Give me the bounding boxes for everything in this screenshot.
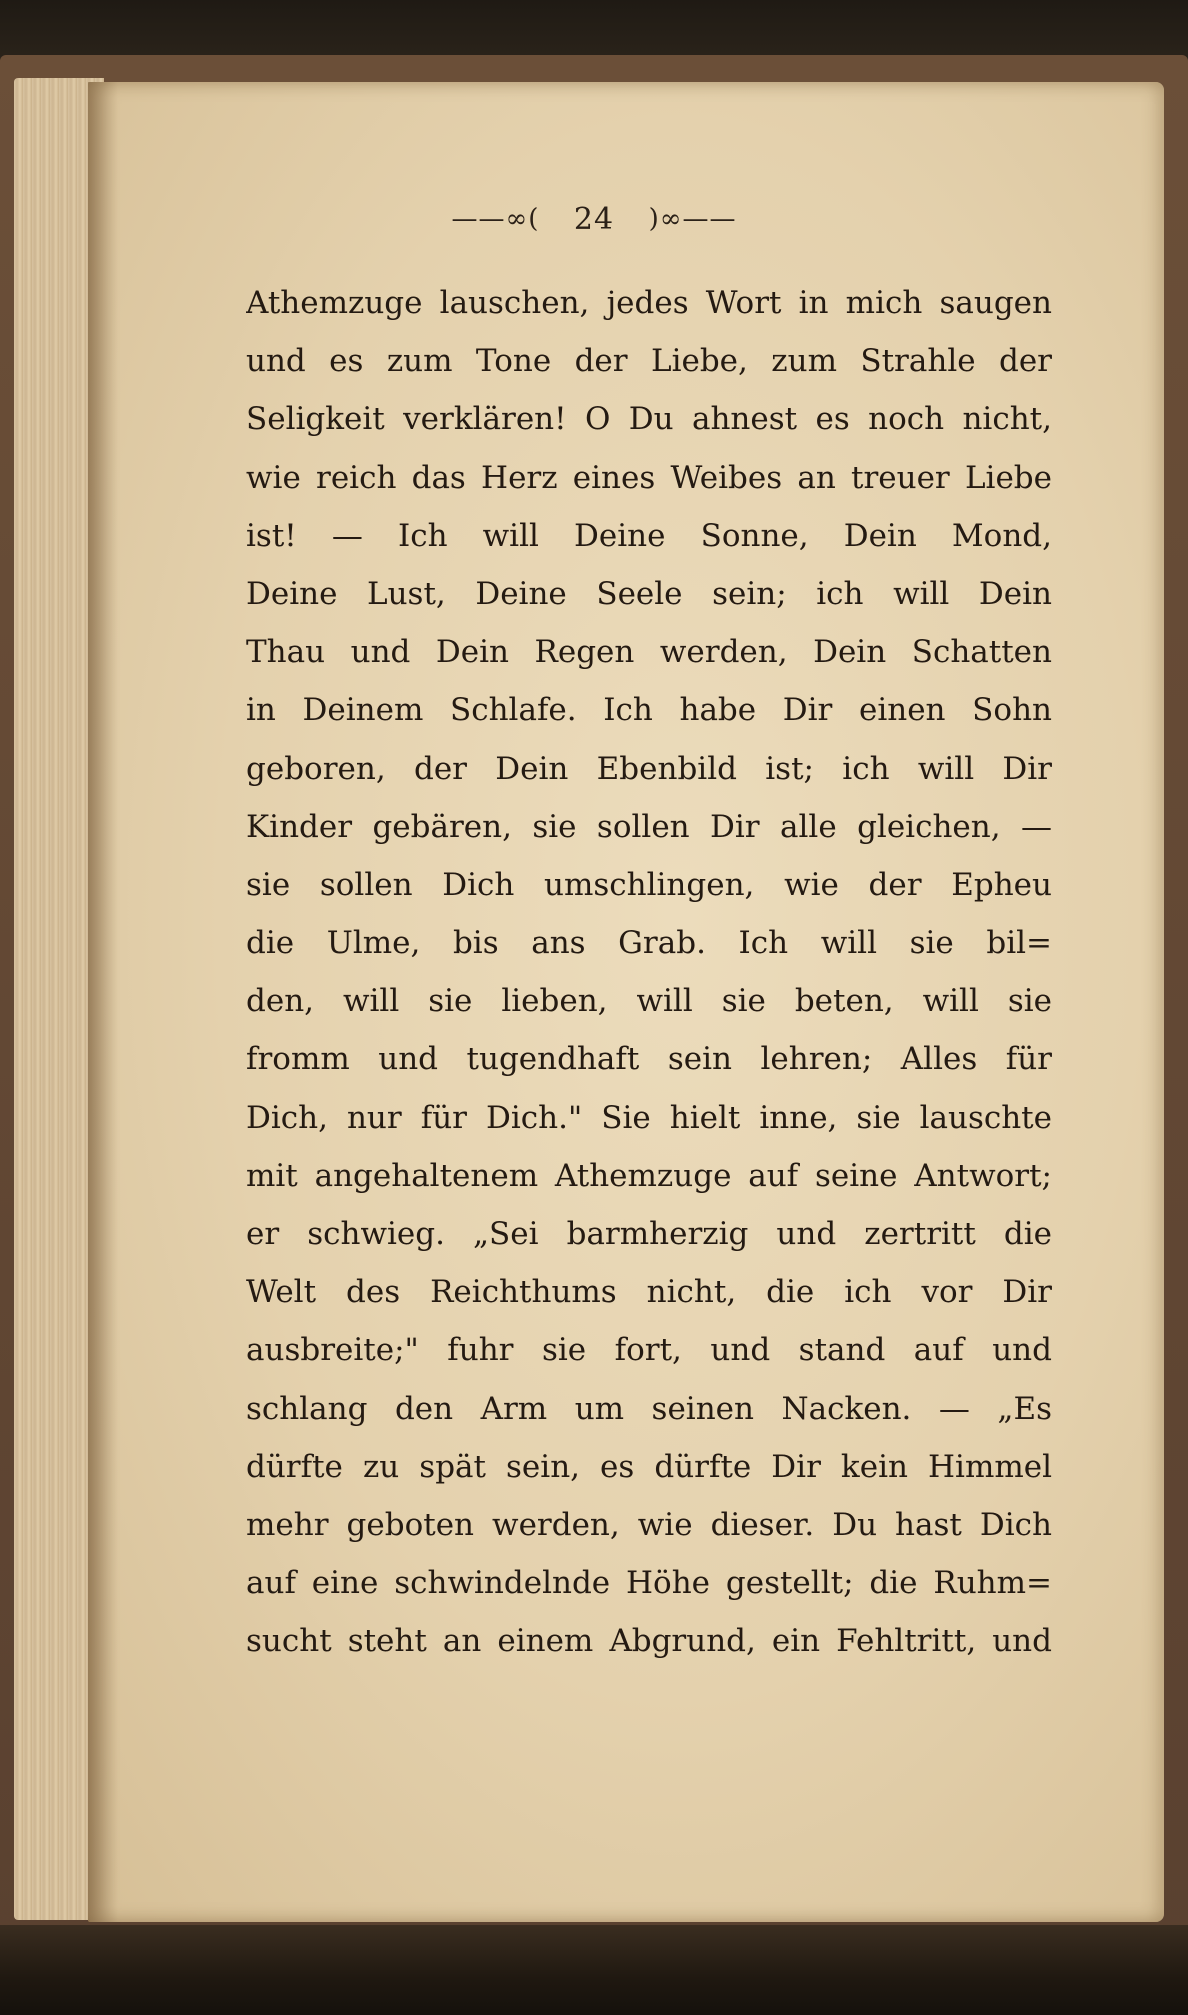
text-line: dürfte zu spät sein, es dürfte Dir kein Himmel bbox=[246, 1448, 1052, 1485]
text-line: wie reich das Herz eines Weibes an treuer Liebe bbox=[246, 459, 1052, 496]
spine-shadow bbox=[88, 82, 118, 1922]
text-line: mit angehaltenem Athemzuge auf seine Antwort; bbox=[246, 1157, 1052, 1194]
text-line: ist! — Ich will Deine Sonne, Dein Mond, bbox=[246, 517, 1052, 554]
text-line: in Deinem Schlafe. Ich habe Dir einen Sohn bbox=[246, 692, 1052, 729]
text-line: schlang den Arm um seinen Nacken. — „Es bbox=[246, 1390, 1052, 1427]
text-line: mehr geboten werden, wie dieser. Du hast Dich bbox=[246, 1506, 1052, 1543]
text-line: Dich, nur für Dich." Sie hielt inne, sie lauschte bbox=[246, 1099, 1052, 1136]
text-line: Athemzuge lauschen, jedes Wort in mich saugen bbox=[246, 285, 1052, 321]
text-line: den, will sie lieben, will sie beten, will sie bbox=[246, 983, 1052, 1020]
text-line: die Ulme, bis ans Grab. Ich will sie bil= bbox=[246, 925, 1052, 962]
bottom-shadow bbox=[0, 1925, 1188, 2015]
body-text bbox=[246, 274, 1052, 1671]
text-line: Seligkeit verklären! O Du ahnest es noch nicht, bbox=[246, 401, 1052, 438]
header-ornament-left: ——∞( bbox=[451, 204, 540, 234]
text-line: sucht steht an einem Abgrund, ein Fehltritt, und bbox=[246, 1623, 1052, 1660]
text-line: geboren, der Dein Ebenbild ist; ich will Dir bbox=[246, 750, 1052, 787]
text-line: Deine Lust, Deine Seele sein; ich will Dein bbox=[246, 575, 1052, 612]
text-line: ausbreite;" fuhr sie fort, und stand auf und bbox=[246, 1332, 1052, 1369]
text-line: Kinder gebären, sie sollen Dir alle gleichen, — bbox=[246, 808, 1052, 845]
text-line: sie sollen Dich umschlingen, wie der Epheu bbox=[246, 866, 1052, 903]
page-number: 24 bbox=[573, 201, 615, 237]
header-ornament-right: )∞—— bbox=[648, 204, 737, 234]
text-line: er schwieg. „Sei barmherzig und zertritt die bbox=[246, 1216, 1052, 1252]
page-header bbox=[0, 200, 1188, 237]
text-line: und es zum Tone der Liebe, zum Strahle der bbox=[246, 343, 1052, 380]
text-line: fromm und tugendhaft sein lehren; Alles für bbox=[246, 1041, 1052, 1078]
text-line: auf eine schwindelnde Höhe gestellt; die Ruhm= bbox=[246, 1565, 1052, 1602]
text-line: Welt des Reichthums nicht, die ich vor Dir bbox=[246, 1274, 1052, 1311]
text-line: Thau und Dein Regen werden, Dein Schatten bbox=[246, 634, 1052, 671]
